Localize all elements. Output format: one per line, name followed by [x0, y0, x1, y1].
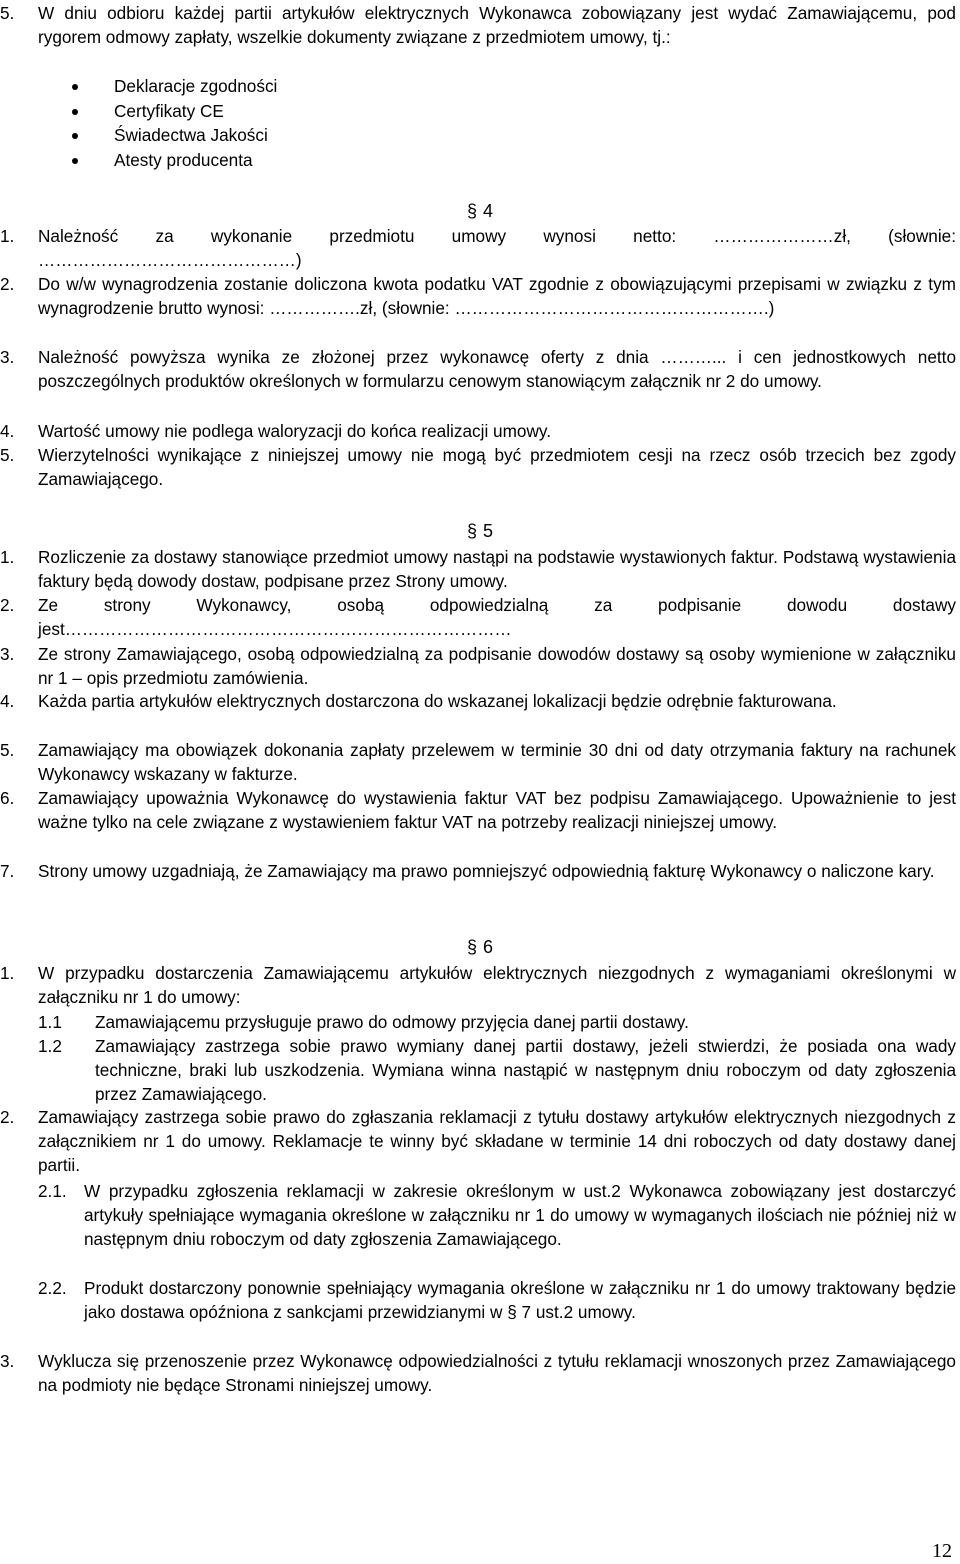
sub-item: [38, 1180, 956, 1251]
list-item: [0, 225, 956, 273]
item-text: Zamawiający zastrzega sobie prawo wymiany danej partii dostawy, jeżeli stwierdzi, że posiada ona wady techniczne, braki lub uszkodzenia. Wymiana winna nastąpić w następnym dniu roboczym od daty zgłoszenia przez Zamawiającego.: [95, 1036, 956, 1104]
item-text: Ze strony Zamawiającego, osobą odpowiedzialną za podpisanie dowodów dostawy są osoby wymienione w załączniku nr 1 – opis przedmiotu zamówienia.: [38, 644, 956, 688]
list-item: [0, 690, 956, 714]
item-text: Produkt dostarczony ponownie spełniający wymagania określone w załączniku nr 1 do umowy traktowany będzie jako dostawa opóźniona z sankcjami przewidzianymi w § 7 ust.2 umowy.: [84, 1278, 956, 1322]
item-text: Zamawiający upoważnia Wykonawcę do wystawienia faktur VAT bez podpisu Zamawiającego. Upoważnienie to jest ważne tylko na cele związane z wystawieniem faktur VAT na potrzeby realizacji niniejszej umowy.: [38, 788, 956, 832]
item-text: Do w/w wynagrodzenia zostanie doliczona kwota podatku VAT zgodnie z obowiązującymi przepisami w związku z tym wynagrodzenie brutto wynosi: …………….zł, (słownie: ……………………………………………….): [38, 274, 956, 318]
page-number: 12: [932, 1540, 952, 1562]
list-item: [0, 546, 956, 594]
item-text: Każda partia artykułów elektrycznych dostarczona do wskazanej lokalizacji będzie odrębnie fakturowana.: [38, 691, 837, 711]
section-number: 4: [483, 201, 494, 221]
item-number: 3.: [0, 347, 15, 367]
section-number: 5: [483, 521, 494, 541]
item-text: Ze strony Wykonawcy, osobą odpowiedzialną za podpisanie dowodu dostawy jest……………………………………………………………………: [38, 595, 956, 639]
item-number: 5.: [0, 3, 15, 23]
item-number: 7.: [0, 861, 15, 881]
section-symbol: §: [466, 201, 477, 221]
list-item-text: Certyfikaty CE: [114, 100, 224, 121]
list-item: [0, 346, 956, 394]
list-item: [0, 420, 956, 444]
list-item-text: Atesty producenta: [114, 150, 253, 171]
sub-item: [38, 1035, 956, 1106]
list-item: [0, 273, 956, 321]
item-number: 3.: [0, 644, 15, 664]
list-item: [0, 962, 956, 1010]
item-text: W przypadku zgłoszenia reklamacji w zakresie określonym w ust.2 Wykonawca zobowiązany jest dostarczyć artykuły spełniające wymagania określone w załączniku nr 1 do umowy w wymaganych ilościach nie później niż w następnym dniu roboczym od daty zgłoszenia Zamawiającego.: [84, 1181, 956, 1249]
item-text: Strony umowy uzgadniają, że Zamawiający ma prawo pomniejszyć odpowiednią fakturę Wykonawcy o naliczone kary.: [38, 861, 935, 881]
bullet-icon: [72, 109, 78, 115]
list-item: [0, 444, 956, 492]
list-item: [0, 739, 956, 787]
item-text: Wyklucza się przenoszenie przez Wykonawcę odpowiedzialności z tytułu reklamacji wnoszonych przez Zamawiającego na podmioty nie będące Stronami niniejszej umowy.: [38, 1351, 956, 1395]
item-number: 1.1: [38, 1012, 62, 1032]
item-number: 6.: [0, 788, 15, 808]
bullet-icon: [72, 84, 78, 90]
item-number: 1.2: [38, 1036, 62, 1056]
item-number: 1.: [0, 963, 15, 983]
item-text: W przypadku dostarczenia Zamawiającemu artykułów elektrycznych niezgodnych z wymaganiami określonymi w załączniku nr 1 do umowy:: [38, 963, 956, 1007]
item-text: Zamawiający zastrzega sobie prawo do zgłaszania reklamacji z tytułu dostawy artykułów elektrycznych niezgodnych z załącznikiem nr 1 do umowy. Reklamacje te winny być składane w terminie 14 dni roboczych od daty dostawy danej partii.: [38, 1107, 956, 1175]
item-number: 2.2.: [38, 1278, 67, 1298]
item-number: 2.1.: [38, 1181, 67, 1201]
list-item: [0, 860, 956, 884]
item-number: 2.: [0, 1107, 15, 1127]
section-heading-5: [0, 520, 960, 544]
item-number: 1.: [0, 226, 15, 246]
list-item: [0, 787, 956, 835]
bullet-icon: [72, 158, 78, 164]
list-item: [0, 124, 956, 149]
section-symbol: §: [466, 521, 477, 541]
item-text: Należność za wykonanie przedmiotu umowy wynosi netto: …………………zł, (słownie: ………………………………………): [38, 226, 956, 270]
item-number: 5.: [0, 740, 15, 760]
list-item: [0, 149, 956, 174]
item-text: Zamawiającemu przysługuje prawo do odmowy przyjęcia danej partii dostawy.: [95, 1012, 689, 1032]
intro-paragraph: [0, 2, 956, 50]
list-item: [0, 1106, 956, 1177]
item-number: 2.: [0, 274, 15, 294]
item-number: 4.: [0, 691, 15, 711]
list-item-text: Deklaracje zgodności: [114, 76, 278, 96]
item-number: 3.: [0, 1351, 15, 1371]
list-item: [0, 594, 956, 642]
item-number: 5.: [0, 445, 15, 465]
section-symbol: §: [466, 937, 477, 957]
list-item: [0, 1350, 956, 1398]
list-item: [0, 75, 956, 100]
item-text: Zamawiający ma obowiązek dokonania zapłaty przelewem w terminie 30 dni od daty otrzymania faktury na rachunek Wykonawcy wskazany w fakturze.: [38, 740, 956, 784]
document-list: [0, 75, 956, 174]
item-number: 4.: [0, 421, 15, 441]
list-item-text: Świadectwa Jakości: [114, 125, 268, 146]
item-text: Rozliczenie za dostawy stanowiące przedmiot umowy nastąpi na podstawie wystawionych faktur. Podstawą wystawienia faktury będą dowody dostaw, podpisane przez Strony umowy.: [38, 547, 956, 591]
section-number: 6: [483, 937, 494, 957]
item-number: 2.: [0, 595, 15, 615]
sub-item: [38, 1011, 956, 1035]
list-item: [0, 100, 956, 125]
item-text: Wartość umowy nie podlega waloryzacji do końca realizacji umowy.: [38, 421, 551, 441]
sub-item: [38, 1277, 956, 1325]
item-text: Należność powyższa wynika ze złożonej przez wykonawcę oferty z dnia ………... i cen jednostkowych netto poszczególnych produktów określonych w formularzu cenowym stanowiącym załącznik nr 2 do umowy.: [38, 347, 956, 391]
item-text: Wierzytelności wynikające z niniejszej umowy nie mogą być przedmiotem cesji na rzecz osób trzecich bez zgody Zamawiającego.: [38, 445, 956, 489]
section-heading-6: [0, 936, 960, 960]
bullet-icon: [72, 133, 78, 139]
section-heading-4: [0, 200, 960, 224]
list-item: [0, 643, 956, 691]
item-text: W dniu odbioru każdej partii artykułów elektrycznych Wykonawca zobowiązany jest wydać Zamawiającemu, pod rygorem odmowy zapłaty, wszelkie dokumenty związane z przedmiotem umowy, tj.:: [38, 3, 956, 47]
item-number: 1.: [0, 547, 15, 567]
